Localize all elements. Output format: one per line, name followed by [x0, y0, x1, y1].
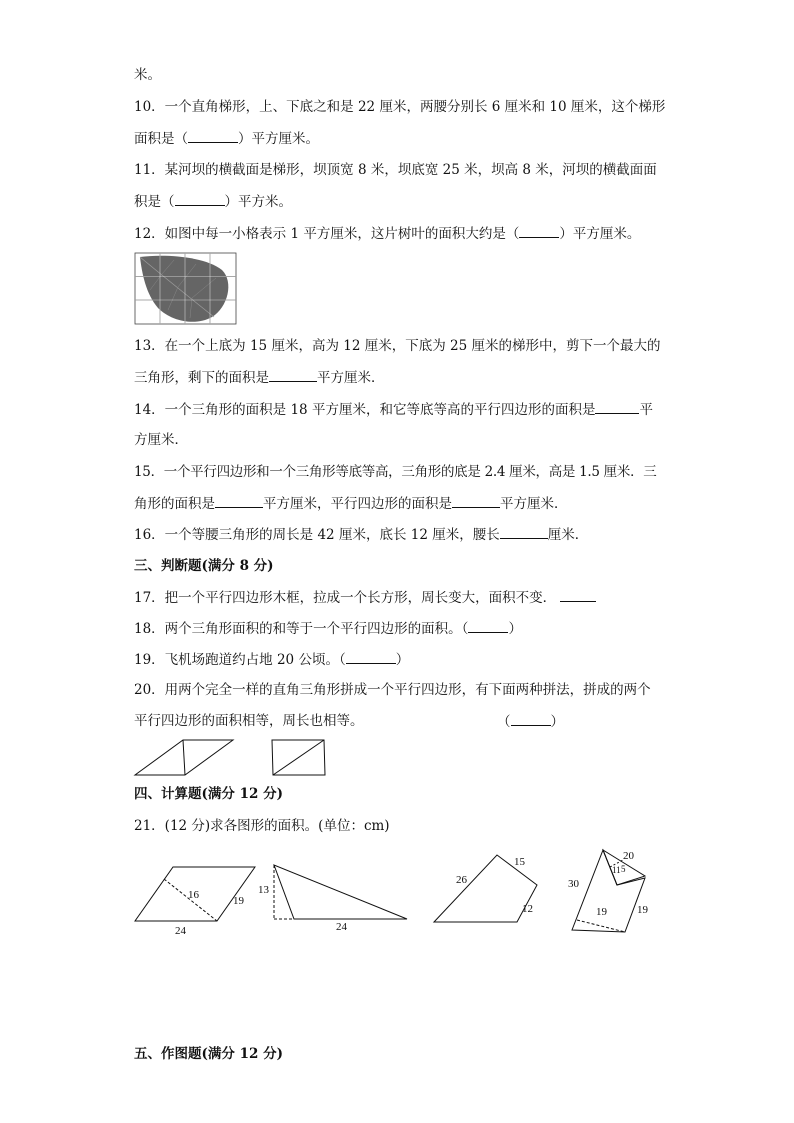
- text: 14．一个三角形的面积是 18 平方厘米，和它等底等高的平行四边形的面积是: [134, 402, 596, 418]
- text: 平: [639, 402, 653, 418]
- label-side: 19: [233, 895, 244, 907]
- answer-blank-10[interactable]: [188, 129, 238, 143]
- label-a: 30: [568, 878, 579, 890]
- text: 平方厘米．: [500, 496, 568, 512]
- text: 19．飞机场跑道约占地 20 公顷。（: [134, 652, 346, 668]
- text: 米。: [134, 67, 161, 83]
- text: 10．一个直角梯形，上、下底之和是 22 厘米，两腰分别长 6 厘米和 10 厘米，这个梯形: [134, 99, 666, 115]
- label-b: 15: [514, 856, 525, 868]
- section-5-heading: [134, 1045, 283, 1063]
- question-12: [134, 224, 640, 243]
- answer-blank-15b[interactable]: [452, 494, 500, 508]
- text: ）: [395, 652, 410, 668]
- text: ）平方厘米。: [238, 131, 319, 147]
- question-20-line2: [134, 712, 364, 730]
- text: 平行四边形的面积相等，周长也相等。: [134, 713, 364, 729]
- line-continuation: [134, 66, 161, 84]
- question-10-line1: [134, 98, 665, 116]
- answer-blank-19[interactable]: [346, 650, 396, 664]
- question-18: [134, 619, 522, 638]
- question-14-line1: [134, 400, 653, 419]
- question-16: [134, 525, 588, 544]
- question-13-line2: [134, 368, 385, 387]
- label-base: 24: [336, 921, 347, 933]
- answer-blank-13[interactable]: [269, 368, 317, 382]
- text: 五、作图题(满分 12 分): [134, 1046, 283, 1062]
- text: 18．两个三角形面积的和等于一个平行四边形的面积。（: [134, 621, 469, 637]
- label-d: 5: [621, 864, 626, 874]
- text: ）: [550, 714, 564, 730]
- text: 13．在一个上底为 15 厘米，高为 12 厘米，下底为 25 厘米的梯形中，剪下一个最大的: [134, 338, 661, 354]
- answer-blank-18[interactable]: [468, 619, 508, 633]
- q21-parallelogram: [130, 860, 260, 938]
- text: 11．某河坝的横截面是梯形，坝顶宽 8 米，坝底宽 25 米，坝高 8 米，河坝的横截面面: [134, 162, 657, 178]
- label-c: 11: [612, 865, 621, 875]
- q21-triangle: [256, 860, 412, 938]
- text: 角形的面积是: [134, 496, 215, 512]
- answer-blank-11[interactable]: [175, 192, 225, 206]
- question-10-line2: [134, 129, 319, 148]
- text: 四、计算题(满分 12 分): [134, 786, 283, 802]
- question-11-line2: [134, 192, 292, 211]
- leaf-grid-figure: [134, 252, 238, 326]
- answer-blank-16[interactable]: [500, 525, 548, 539]
- question-17: [134, 588, 596, 607]
- label-f: 19: [637, 904, 648, 916]
- text: （: [497, 714, 511, 730]
- text: ）: [508, 621, 522, 637]
- label-a: 26: [456, 874, 467, 886]
- text: 平方厘米．: [317, 370, 385, 386]
- text: 方厘米．: [134, 432, 188, 448]
- answer-blank-14[interactable]: [595, 400, 639, 414]
- q21-quadrilateral: [425, 850, 545, 926]
- q21-composite-figure: [565, 845, 660, 937]
- text: 12．如图中每一小格表示 1 平方厘米，这片树叶的面积大约是（: [134, 226, 520, 242]
- text: 积是（: [134, 194, 175, 210]
- answer-blank-12[interactable]: [519, 224, 559, 238]
- text: ）平方米。: [224, 194, 292, 210]
- question-11-line1: [134, 161, 657, 179]
- answer-blank-17[interactable]: [560, 588, 596, 602]
- question-14-line2: [134, 431, 188, 449]
- question-20-answer: [497, 712, 564, 731]
- text: ）平方厘米。: [559, 226, 641, 242]
- question-13-line1: [134, 337, 660, 355]
- label-b: 20: [623, 850, 634, 862]
- leaf-shape: [140, 256, 228, 322]
- text: 面积是（: [134, 131, 188, 147]
- text: 平方厘米，平行四边形的面积是: [263, 496, 452, 512]
- answer-blank-20[interactable]: [511, 712, 551, 726]
- question-19: [134, 650, 409, 669]
- q20-parallelogram-b: [270, 738, 328, 778]
- text: 15．一个平行四边形和一个三角形等底等高，三角形的底是 2.4 厘米，高是 1.5 厘米．三: [134, 464, 657, 480]
- text: 三、判断题(满分 8 分): [134, 558, 274, 574]
- label-base: 24: [175, 925, 186, 937]
- text: 三角形，剩下的面积是: [134, 370, 269, 386]
- answer-blank-15a[interactable]: [215, 494, 263, 508]
- text: 21．(12 分)求各图形的面积。(单位：cm): [134, 818, 390, 834]
- text: 厘米．: [547, 527, 589, 543]
- section-4-heading: [134, 785, 283, 803]
- question-15-line2: [134, 494, 568, 513]
- label-height: 16: [188, 889, 199, 901]
- label-e: 19: [596, 906, 607, 918]
- question-20-line1: [134, 681, 651, 699]
- section-3-heading: [134, 557, 274, 575]
- text: 16．一个等腰三角形的周长是 42 厘米，底长 12 厘米，腰长: [134, 527, 500, 543]
- q20-parallelogram-a: [133, 738, 237, 778]
- text: 17．把一个平行四边形木框，拉成一个长方形，周长变大，面积不变．: [134, 590, 557, 606]
- text: 20．用两个完全一样的直角三角形拼成一个平行四边形，有下面两种拼法，拼成的两个: [134, 682, 651, 698]
- label-c: 12: [522, 903, 533, 915]
- question-21: [134, 817, 390, 835]
- question-15-line1: [134, 463, 656, 481]
- label-height: 13: [258, 884, 269, 896]
